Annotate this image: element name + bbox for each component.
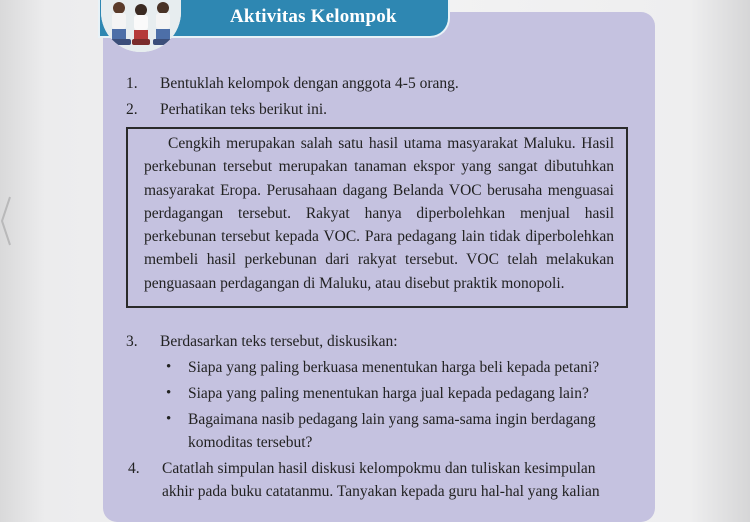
question-1-bullet: • (166, 359, 172, 375)
step-2-text: Perhatikan teks berikut ini. (160, 101, 328, 118)
step-1-text: Bentuklah kelompok dengan anggota 4-5 orang. (160, 75, 459, 92)
chevron-left-icon[interactable] (0, 195, 12, 247)
step-4-text-line2: akhir pada buku catatanmu. Tanyakan kepada guru hal-hal yang kalian (162, 483, 600, 500)
step-2-number: 2. (126, 101, 138, 118)
step-4-text-line1: Catatlah simpulan hasil diskusi kelompokmu dan tuliskan kesimpulan (162, 460, 596, 477)
question-1-text: Siapa yang paling berkuasa menentukan harga beli kepada petani? (188, 359, 600, 376)
question-2-text: Siapa yang paling menentukan harga jual kepada pedagang lain? (188, 385, 589, 402)
question-3-text-line1: Bagaimana nasib pedagang lain yang sama-sama ingin berdagang (188, 411, 596, 428)
step-3-text: Berdasarkan teks tersebut, diskusikan: (160, 333, 398, 350)
step-3-number: 3. (126, 333, 138, 350)
step-4-number: 4. (128, 460, 140, 477)
passage-text: Cengkih merupakan salah satu hasil utama masyarakat Maluku. Hasil perkebunan tersebut merupakan tanaman ekspor yang sangat dibutuhkan masyarakat Eropa. Perusahaan dagang Belanda VOC berusaha menguasai perdagangan tersebut. Rakyat hanya diperbolehkan menjual hasil perkebunan tersebut kepada VOC. Para pedagang lain tidak diperbolehkan membeli hasil perkebunan dari rakyat tersebut. VOC telah melakukan penguasaan perdagangan di Maluku, atau disebut praktik monopoli. (144, 135, 614, 292)
step-1-number: 1. (126, 75, 138, 92)
question-2-bullet: • (166, 385, 172, 401)
question-3-text-line2: komoditas tersebut? (188, 434, 313, 451)
question-3-bullet: • (166, 411, 172, 427)
activity-title: Aktivitas Kelompok (230, 6, 397, 27)
